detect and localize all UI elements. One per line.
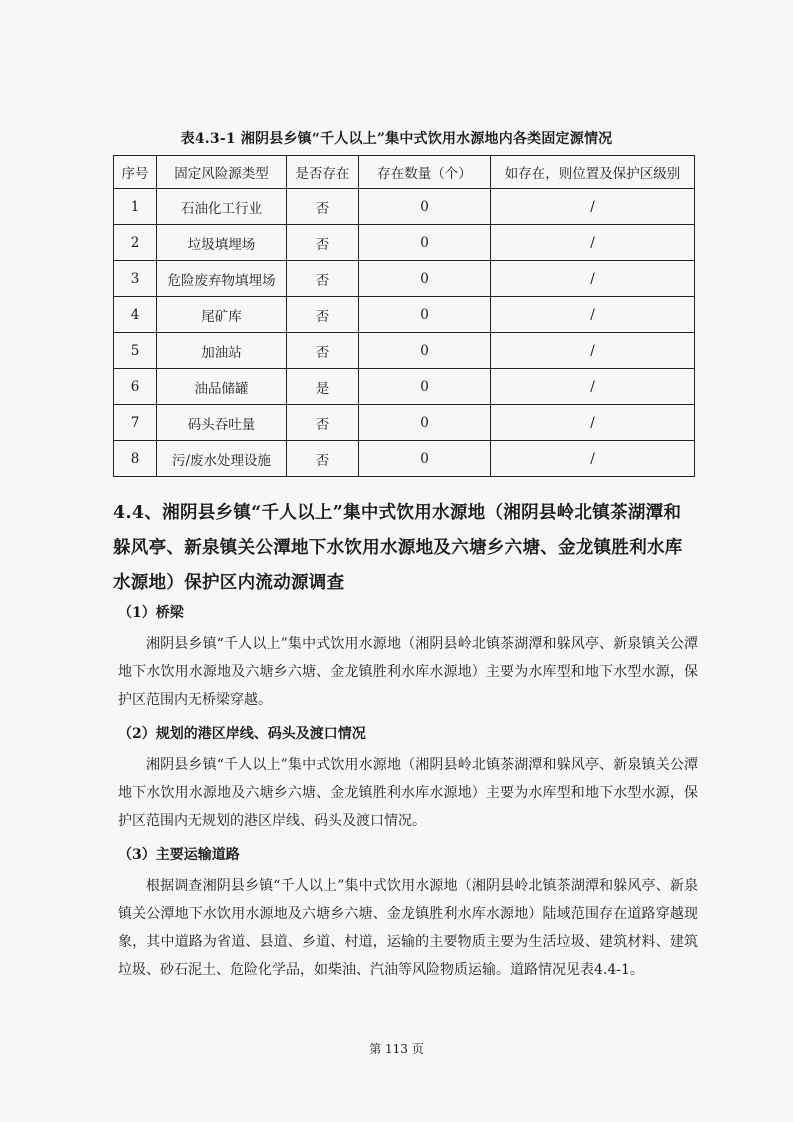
cell-count: 0: [359, 189, 491, 225]
paragraph-ports: 湘阴县乡镇“千人以上”集中式饮用水源地（湘阴县岭北镇茶湖潭和躲风亭、新泉镇关公潭地下水饮用水源地及六塘乡六塘、金龙镇胜利水库水源地）主要为水库型和地下水型水源，保护区范围内无规划的港区岸线、码头及渡口情况。: [118, 757, 698, 829]
header-location: 如存在，则位置及保护区级别: [491, 156, 695, 189]
cell-count: 0: [359, 261, 491, 297]
cell-exists: 否: [287, 225, 359, 261]
table-row: [114, 225, 695, 261]
cell-count: 0: [359, 333, 491, 369]
cell-count: 0: [359, 369, 491, 405]
cell-index: 4: [114, 297, 157, 333]
cell-location: /: [491, 297, 695, 333]
cell-index: 2: [114, 225, 157, 261]
cell-exists: 否: [287, 333, 359, 369]
cell-count: 0: [359, 441, 491, 477]
cell-location: /: [491, 405, 695, 441]
cell-count: 0: [359, 405, 491, 441]
subsection-title-roads: （3）主要运输道路: [118, 847, 240, 863]
section-heading-line: 水源地）保护区内流动源调查: [113, 573, 345, 593]
cell-index: 5: [114, 333, 157, 369]
cell-risk-type: 石油化工行业: [157, 189, 287, 225]
cell-index: 3: [114, 261, 157, 297]
section-heading-line: 4.4、湘阴县乡镇“千人以上”集中式饮用水源地（湘阴县岭北镇茶湖潭和: [113, 503, 682, 523]
table-header-row: [114, 156, 695, 189]
header-index: 序号: [114, 156, 157, 189]
cell-index: 8: [114, 441, 157, 477]
cell-risk-type: 污/废水处理设施: [157, 441, 287, 477]
page-number: 第 113 页: [369, 1042, 424, 1056]
header-risk-type: 固定风险源类型: [157, 156, 287, 189]
cell-count: 0: [359, 225, 491, 261]
cell-location: /: [491, 441, 695, 477]
cell-location: /: [491, 189, 695, 225]
paragraph-bridges: 湘阴县乡镇“千人以上”集中式饮用水源地（湘阴县岭北镇茶湖潭和躲风亭、新泉镇关公潭地下水饮用水源地及六塘乡六塘、金龙镇胜利水库水源地）主要为水库型和地下水型水源，保护区范围内无桥梁穿越。: [118, 636, 698, 708]
header-exists: 是否存在: [287, 156, 359, 189]
section-heading: [113, 496, 703, 601]
table-row: [114, 297, 695, 333]
cell-location: /: [491, 261, 695, 297]
fixed-source-table: [113, 155, 695, 477]
cell-index: 6: [114, 369, 157, 405]
cell-risk-type: 加油站: [157, 333, 287, 369]
table-row: [114, 189, 695, 225]
table-row: [114, 441, 695, 477]
table-row: [114, 261, 695, 297]
cell-location: /: [491, 333, 695, 369]
table-row: [114, 405, 695, 441]
header-count: 存在数量（个）: [359, 156, 491, 189]
table-row: [114, 333, 695, 369]
cell-exists: 否: [287, 441, 359, 477]
cell-exists: 否: [287, 261, 359, 297]
cell-exists: 否: [287, 297, 359, 333]
cell-index: 7: [114, 405, 157, 441]
section-heading-line: 躲风亭、新泉镇关公潭地下水饮用水源地及六塘乡六塘、金龙镇胜利水库: [113, 538, 683, 558]
cell-exists: 否: [287, 405, 359, 441]
table-title: 表4.3-1 湘阴县乡镇“千人以上”集中式饮用水源地内各类固定源情况: [180, 131, 613, 147]
cell-location: /: [491, 225, 695, 261]
cell-index: 1: [114, 189, 157, 225]
cell-location: /: [491, 369, 695, 405]
table-row: [114, 369, 695, 405]
cell-exists: 否: [287, 189, 359, 225]
cell-risk-type: 码头吞吐量: [157, 405, 287, 441]
cell-risk-type: 垃圾填埋场: [157, 225, 287, 261]
cell-risk-type: 尾矿库: [157, 297, 287, 333]
subsection-title-ports: （2）规划的港区岸线、码头及渡口情况: [118, 726, 366, 742]
subsection-title-bridges: （1）桥梁: [118, 605, 184, 621]
cell-count: 0: [359, 297, 491, 333]
cell-risk-type: 油品储罐: [157, 369, 287, 405]
paragraph-roads: 根据调查湘阴县乡镇“千人以上”集中式饮用水源地（湘阴县岭北镇茶湖潭和躲风亭、新泉镇关公潭地下水饮用水源地及六塘乡六塘、金龙镇胜利水库水源地）陆域范围存在道路穿越现象，其中道路为省道、县道、乡道、村道，运输的主要物质主要为生活垃圾、建筑材料、建筑垃圾、砂石泥土、危险化学品，如柴油、汽油等风险物质运输。道路情况见表4.4-1。: [118, 878, 698, 978]
cell-risk-type: 危险废弃物填埋场: [157, 261, 287, 297]
cell-exists: 是: [287, 369, 359, 405]
